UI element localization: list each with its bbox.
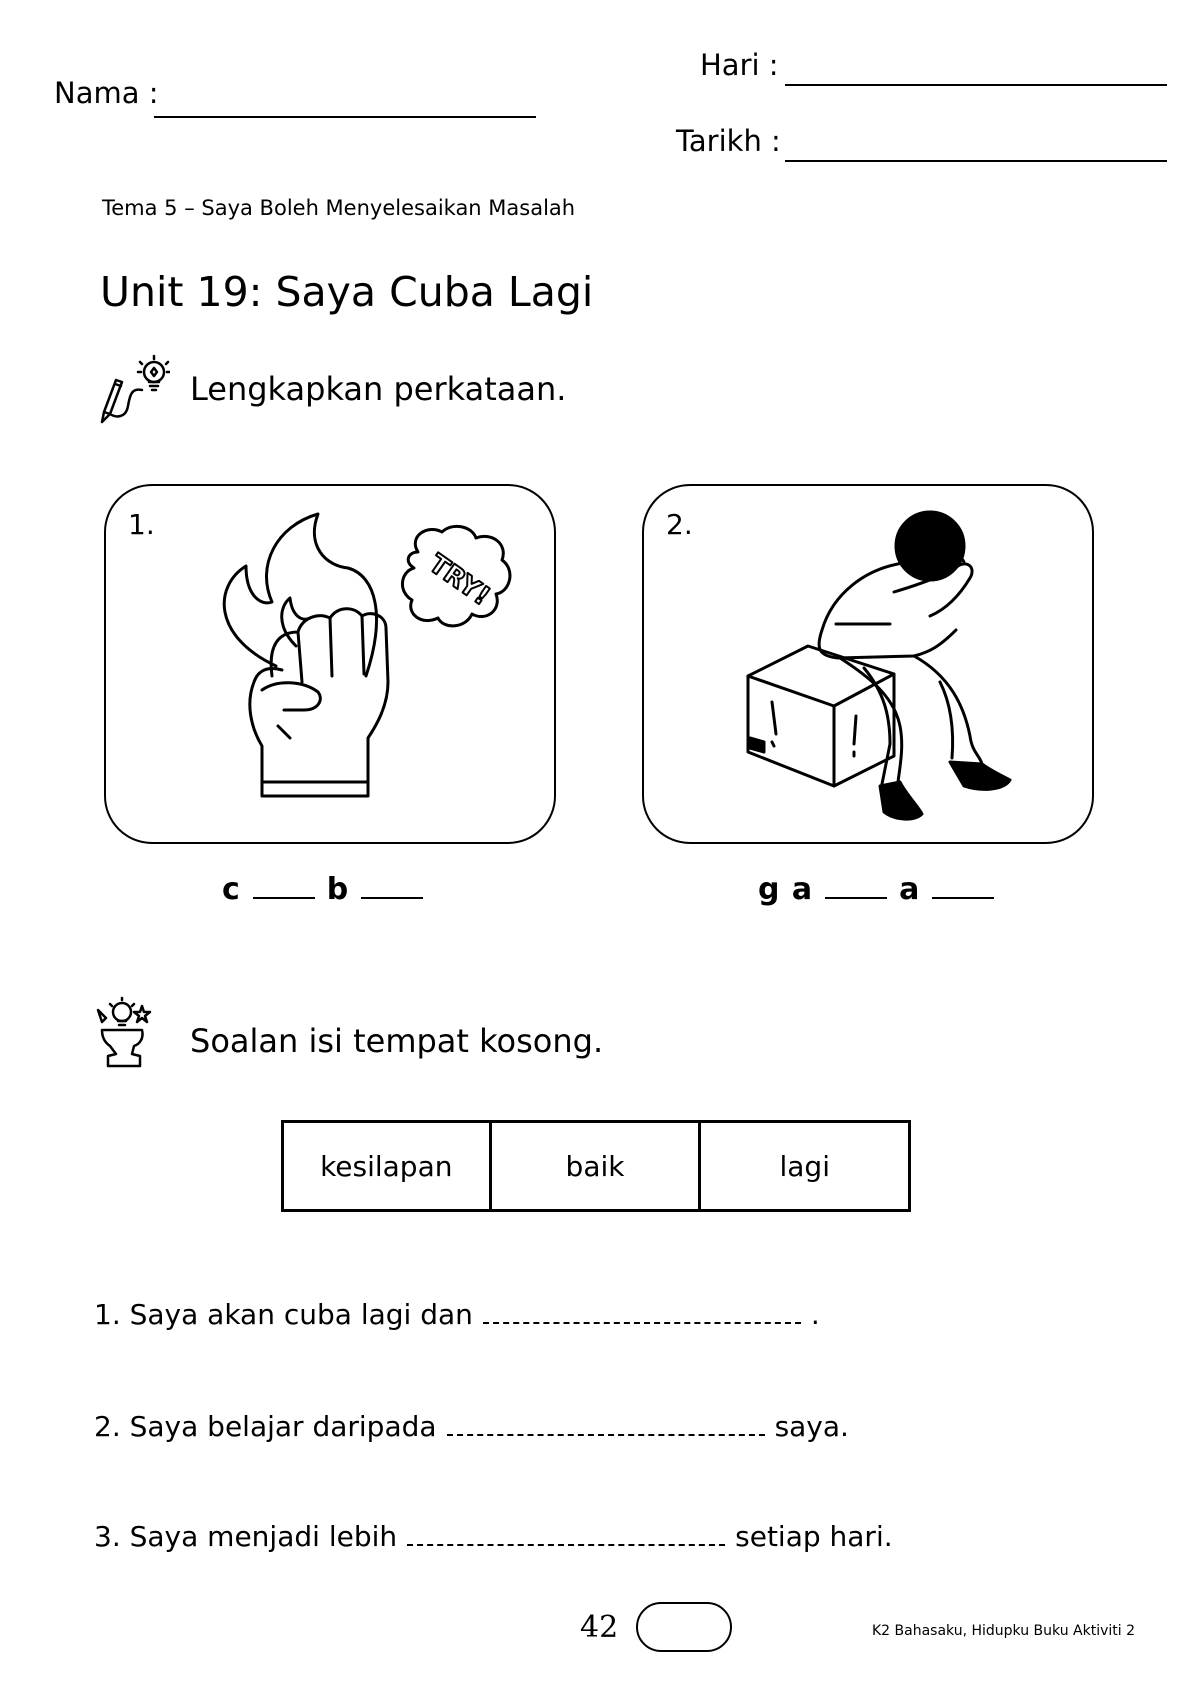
head-lightbulb-icon <box>96 996 154 1068</box>
sad-man-illustration <box>744 506 1044 824</box>
theme-title: Tema 5 – Saya Boleh Menyelesaikan Masalah <box>102 196 576 220</box>
letter-blank[interactable] <box>361 875 423 899</box>
answer-blank[interactable] <box>447 1414 765 1436</box>
sentence-text: setiap hari. <box>735 1520 893 1553</box>
sentence-text: . <box>810 1298 820 1331</box>
sentence-text: 2. Saya belajar daripada <box>94 1410 437 1443</box>
letter: b <box>326 872 350 907</box>
word-bank-table <box>281 1120 911 1212</box>
picture-card-1 <box>104 484 556 844</box>
tarikh-line[interactable] <box>785 160 1167 162</box>
try-speech-bubble <box>398 522 518 634</box>
nama-label: Nama : <box>54 76 159 110</box>
answer-blank[interactable] <box>407 1524 725 1546</box>
pencil-lightbulb-icon <box>98 354 170 426</box>
sentence-text: 3. Saya menjadi lebih <box>94 1520 398 1553</box>
letter-blank[interactable] <box>932 875 994 899</box>
picture-card-2 <box>642 484 1094 844</box>
letter: g a <box>758 872 814 907</box>
section1-instruction: Lengkapkan perkataan. <box>190 370 567 408</box>
sentence-1 <box>94 1298 820 1331</box>
unit-title: Unit 19: Saya Cuba Lagi <box>100 268 594 316</box>
word-puzzle-1 <box>222 872 435 907</box>
sentence-3 <box>94 1520 893 1553</box>
letter: a <box>899 872 921 907</box>
sentence-2 <box>94 1410 849 1443</box>
card-number: 2. <box>666 508 693 541</box>
book-title: K2 Bahasaku, Hidupku Buku Aktiviti 2 <box>872 1623 1136 1639</box>
word-bank-cell: baik <box>490 1122 700 1211</box>
card-number: 1. <box>128 508 155 541</box>
answer-blank[interactable] <box>483 1302 801 1324</box>
tarikh-label: Tarikh : <box>676 124 781 158</box>
page-number: 42 <box>580 1610 619 1645</box>
sentence-text: saya. <box>774 1410 849 1443</box>
page-pill <box>636 1602 732 1652</box>
hari-label: Hari : <box>700 48 779 82</box>
nama-line[interactable] <box>154 116 536 118</box>
sentence-text: 1. Saya akan cuba lagi dan <box>94 1298 473 1331</box>
letter-blank[interactable] <box>253 875 315 899</box>
letter: c <box>222 872 241 907</box>
section2-instruction: Soalan isi tempat kosong. <box>190 1022 604 1060</box>
try-text: TRY! <box>423 548 496 612</box>
word-bank-cell: kesilapan <box>283 1122 491 1211</box>
word-puzzle-2 <box>758 872 1006 907</box>
word-bank-cell: lagi <box>700 1122 910 1211</box>
letter-blank[interactable] <box>825 875 887 899</box>
hari-line[interactable] <box>785 84 1167 86</box>
